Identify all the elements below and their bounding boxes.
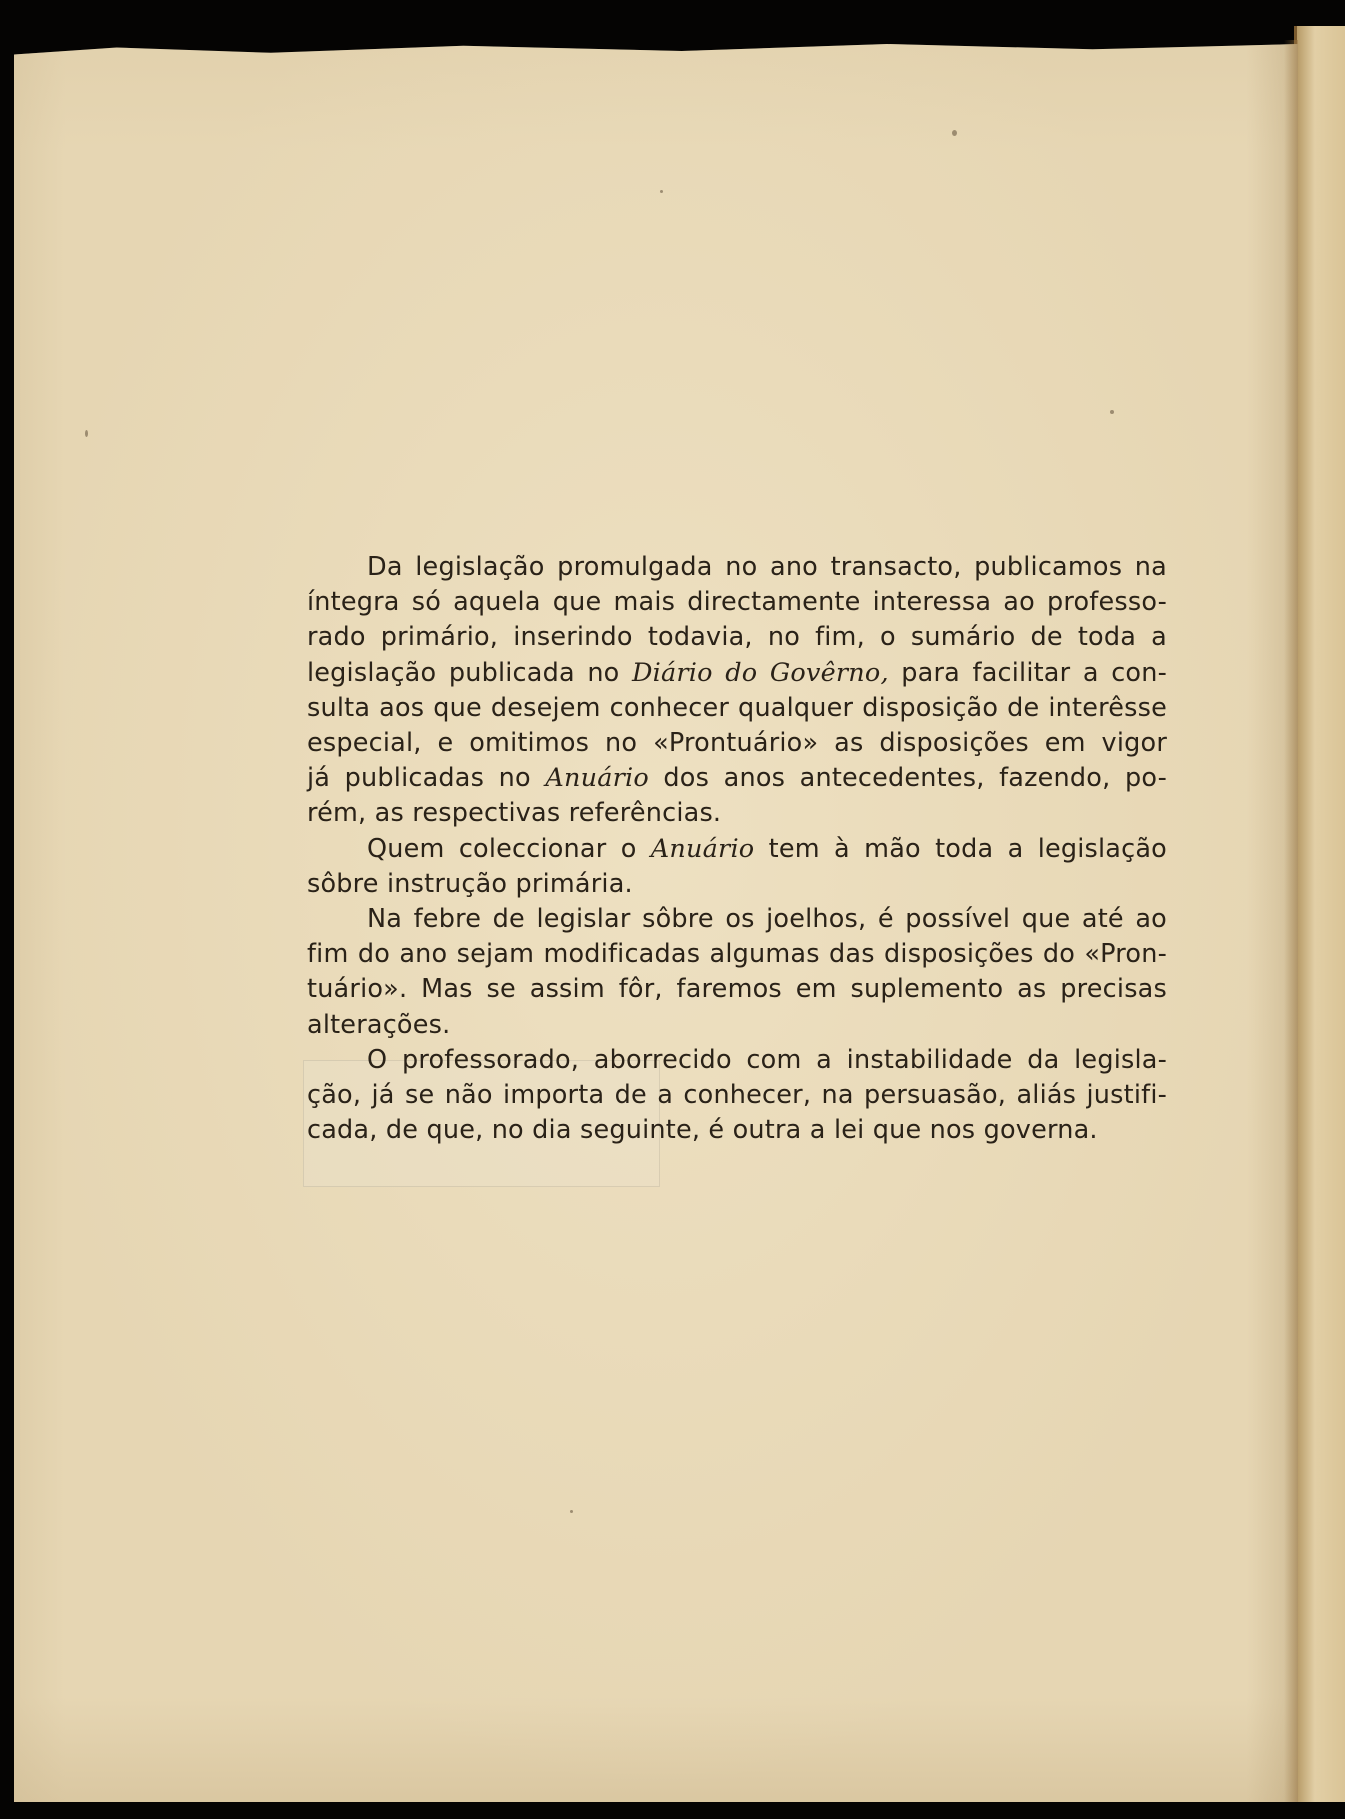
text-line: fim do ano sejam modificadas algumas das disposições do «Pron- (307, 939, 1167, 970)
paragraph (307, 902, 1167, 1043)
paragraph (307, 550, 1167, 832)
text-line: ção, já se não importa de a conhecer, na persuasão, aliás justifi- (307, 1080, 1167, 1111)
text-line: rém, as respectivas referências. (307, 798, 722, 829)
text-line: cada, de que, no dia seguinte, é outra a lei que nos governa. (307, 1115, 1098, 1146)
paper-speck (570, 1510, 573, 1513)
paper-speck (1110, 410, 1114, 414)
text-segment: para facilitar a con- (888, 657, 1167, 688)
text-segment: legislação publicada no (307, 657, 633, 688)
paragraph (307, 1043, 1167, 1149)
paper-speck (85, 430, 88, 437)
paper-speck (660, 190, 663, 193)
text-line: especial, e omitimos no «Prontuário» as disposições em vigor (307, 728, 1167, 759)
body-text (307, 550, 1167, 1148)
text-line: rado primário, inserindo todavia, no fim, o sumário de toda a (307, 622, 1167, 653)
text-line (307, 761, 1167, 796)
text-line: Da legislação promulgada no ano transacto, publicamos na (367, 552, 1167, 582)
text-segment: dos anos antecedentes, fazendo, po- (648, 763, 1168, 794)
text-segment: já publicadas no (307, 763, 546, 794)
text-segment: Quem coleccionar o (367, 833, 651, 864)
paper-speck (952, 130, 957, 136)
text-line: sulta aos que desejem conhecer qualquer disposição de interêsse (307, 692, 1167, 723)
text-line: tuário». Mas se assim fôr, faremos em suplemento as precisas (307, 974, 1167, 1005)
text-line (307, 832, 1167, 867)
italic-title: Anuário (545, 763, 649, 794)
text-line (307, 656, 1167, 691)
text-line: alterações. (307, 1009, 451, 1040)
paragraph (307, 832, 1167, 902)
italic-title: Anuário (650, 833, 755, 864)
text-line: íntegra só aquela que mais directamente interessa ao professo- (307, 587, 1167, 618)
italic-title: Diário do Govêrno, (632, 657, 889, 688)
text-line: O professorado, aborrecido com a instabilidade da legisla- (367, 1044, 1167, 1075)
adjacent-page-edge (1294, 26, 1345, 1802)
binding-shadow (1284, 40, 1298, 1802)
text-segment: tem à mão toda a legislação (754, 833, 1167, 864)
text-line: Na febre de legislar sôbre os joelhos, é possível que até ao (367, 904, 1167, 935)
text-line: sôbre instrução primária. (307, 868, 633, 899)
